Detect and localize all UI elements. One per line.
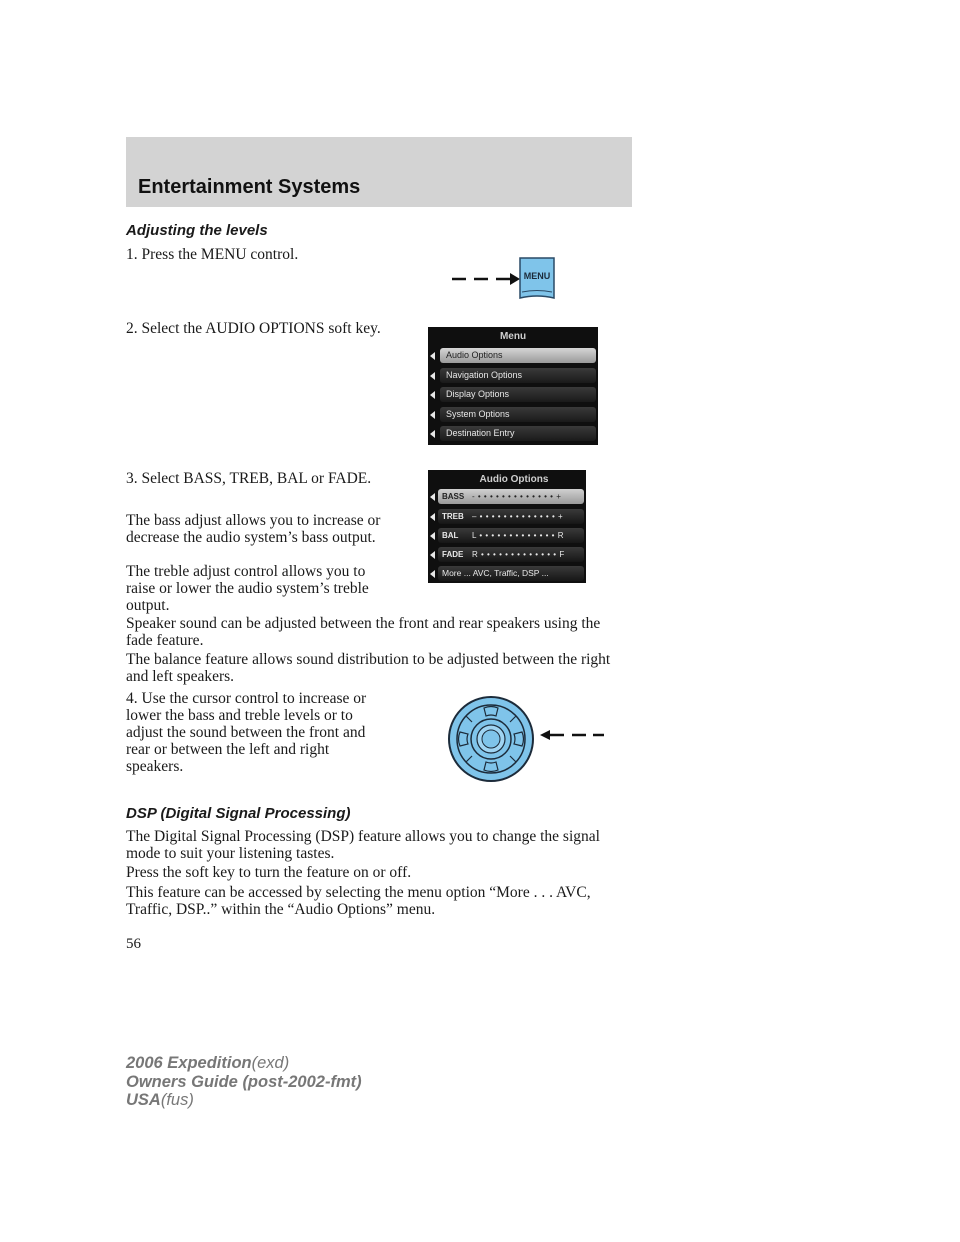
left-arrow-icon [430, 493, 435, 501]
menu-screen [428, 327, 598, 445]
left-arrow-icon [430, 391, 435, 399]
audio-row-treble[interactable] [438, 509, 584, 524]
footer-model: 2006 Expedition [126, 1054, 252, 1072]
balance-description: The balance feature allows sound distribution to be adjusted between the right and left speakers. [126, 651, 611, 685]
fade-front-label: F [559, 550, 565, 559]
footer-market: USA [126, 1091, 161, 1109]
audio-row-balance[interactable] [438, 528, 584, 543]
audio-row-fade[interactable] [438, 547, 584, 562]
bass-slider[interactable]: - • • • • • • • • • • • • • + [472, 492, 562, 501]
menu-item-destination-entry[interactable]: Destination Entry [440, 426, 596, 441]
fade-rear-label: R [472, 550, 479, 559]
menu-button-label: MENU [523, 271, 551, 281]
menu-item-audio-options[interactable]: Audio Options [440, 348, 596, 363]
menu-item-display-options[interactable]: Display Options [440, 387, 596, 402]
treble-slider[interactable]: – • • • • • • • • • • • • • + [472, 512, 564, 521]
cursor-control-figure [446, 694, 606, 784]
left-arrow-icon [430, 372, 435, 380]
menu-item-system-options[interactable]: System Options [440, 407, 596, 422]
cursor-control-knob-icon [449, 697, 533, 781]
fade-description: Speaker sound can be adjusted between the front and rear speakers using the fade feature. [126, 615, 601, 649]
page-number: 56 [126, 936, 141, 952]
balance-left-label: L [472, 531, 477, 540]
left-arrow-icon [430, 430, 435, 438]
section-heading-levels: Adjusting the levels [126, 222, 268, 239]
step-1-text: 1. Press the MENU control. [126, 246, 299, 263]
section-heading-dsp: DSP (Digital Signal Processing) [126, 805, 351, 822]
treble-label: TREB [442, 512, 464, 521]
document-footer [126, 1054, 362, 1110]
left-arrow-icon [430, 352, 435, 360]
dashed-arrow-icon [540, 730, 604, 740]
treble-min-label: – [472, 512, 477, 521]
dsp-description: The Digital Signal Processing (DSP) feature allows you to change the signal mode to suit your listening tastes. [126, 828, 600, 862]
left-arrow-icon [430, 551, 435, 559]
audio-options-title: Audio Options [479, 474, 549, 485]
dashed-arrow-icon [452, 273, 520, 285]
balance-slider[interactable]: L • • • • • • • • • • • • • R [472, 531, 564, 540]
menu-item-navigation-options[interactable]: Navigation Options [440, 368, 596, 383]
bass-description: The bass adjust allows you to increase or decrease the audio system’s bass output. [126, 512, 381, 546]
bass-min-label: - [472, 492, 476, 501]
bass-label: BASS [442, 492, 465, 501]
audio-row-bass[interactable] [438, 489, 584, 504]
step-4-text: 4. Use the cursor control to increase or lower the bass and treble levels or to adjust the sound between the front and rear or between the left and right speakers. [126, 690, 367, 775]
step-3-text: 3. Select BASS, TREB, BAL or FADE. [126, 470, 372, 487]
left-arrow-icon [430, 532, 435, 540]
balance-right-label: R [557, 531, 564, 540]
fade-label: FADE [442, 550, 464, 559]
footer-market-code: (fus) [160, 1091, 194, 1109]
page-title: Entertainment Systems [138, 176, 361, 198]
audio-options-screen [428, 470, 586, 583]
step-2-text: 2. Select the AUDIO OPTIONS soft key. [126, 320, 381, 337]
more-options-label: More ... AVC, Traffic, DSP ... [442, 568, 549, 578]
menu-button-figure [450, 254, 560, 304]
treble-max-label: + [557, 512, 564, 521]
fade-slider[interactable]: R • • • • • • • • • • • • • F [472, 550, 565, 559]
footer-guide: Owners Guide (post-2002-fmt) [126, 1072, 362, 1091]
left-arrow-icon [430, 570, 435, 578]
audio-row-more[interactable] [438, 566, 584, 581]
footer-model-code: (exd) [251, 1054, 290, 1072]
left-arrow-icon [430, 513, 435, 521]
balance-label: BAL [442, 531, 459, 540]
left-arrow-icon [430, 411, 435, 419]
dsp-access-instruction: This feature can be accessed by selecting the menu option “More . . . AVC, Traffic, DSP..” within the “Audio Options” menu. [126, 884, 591, 918]
bass-max-label: + [556, 492, 562, 501]
dsp-toggle-instruction: Press the soft key to turn the feature on or off. [126, 864, 412, 881]
treble-description: The treble adjust control allows you to raise or lower the audio system’s treble output. [126, 563, 369, 614]
menu-screen-title: Menu [499, 331, 527, 342]
